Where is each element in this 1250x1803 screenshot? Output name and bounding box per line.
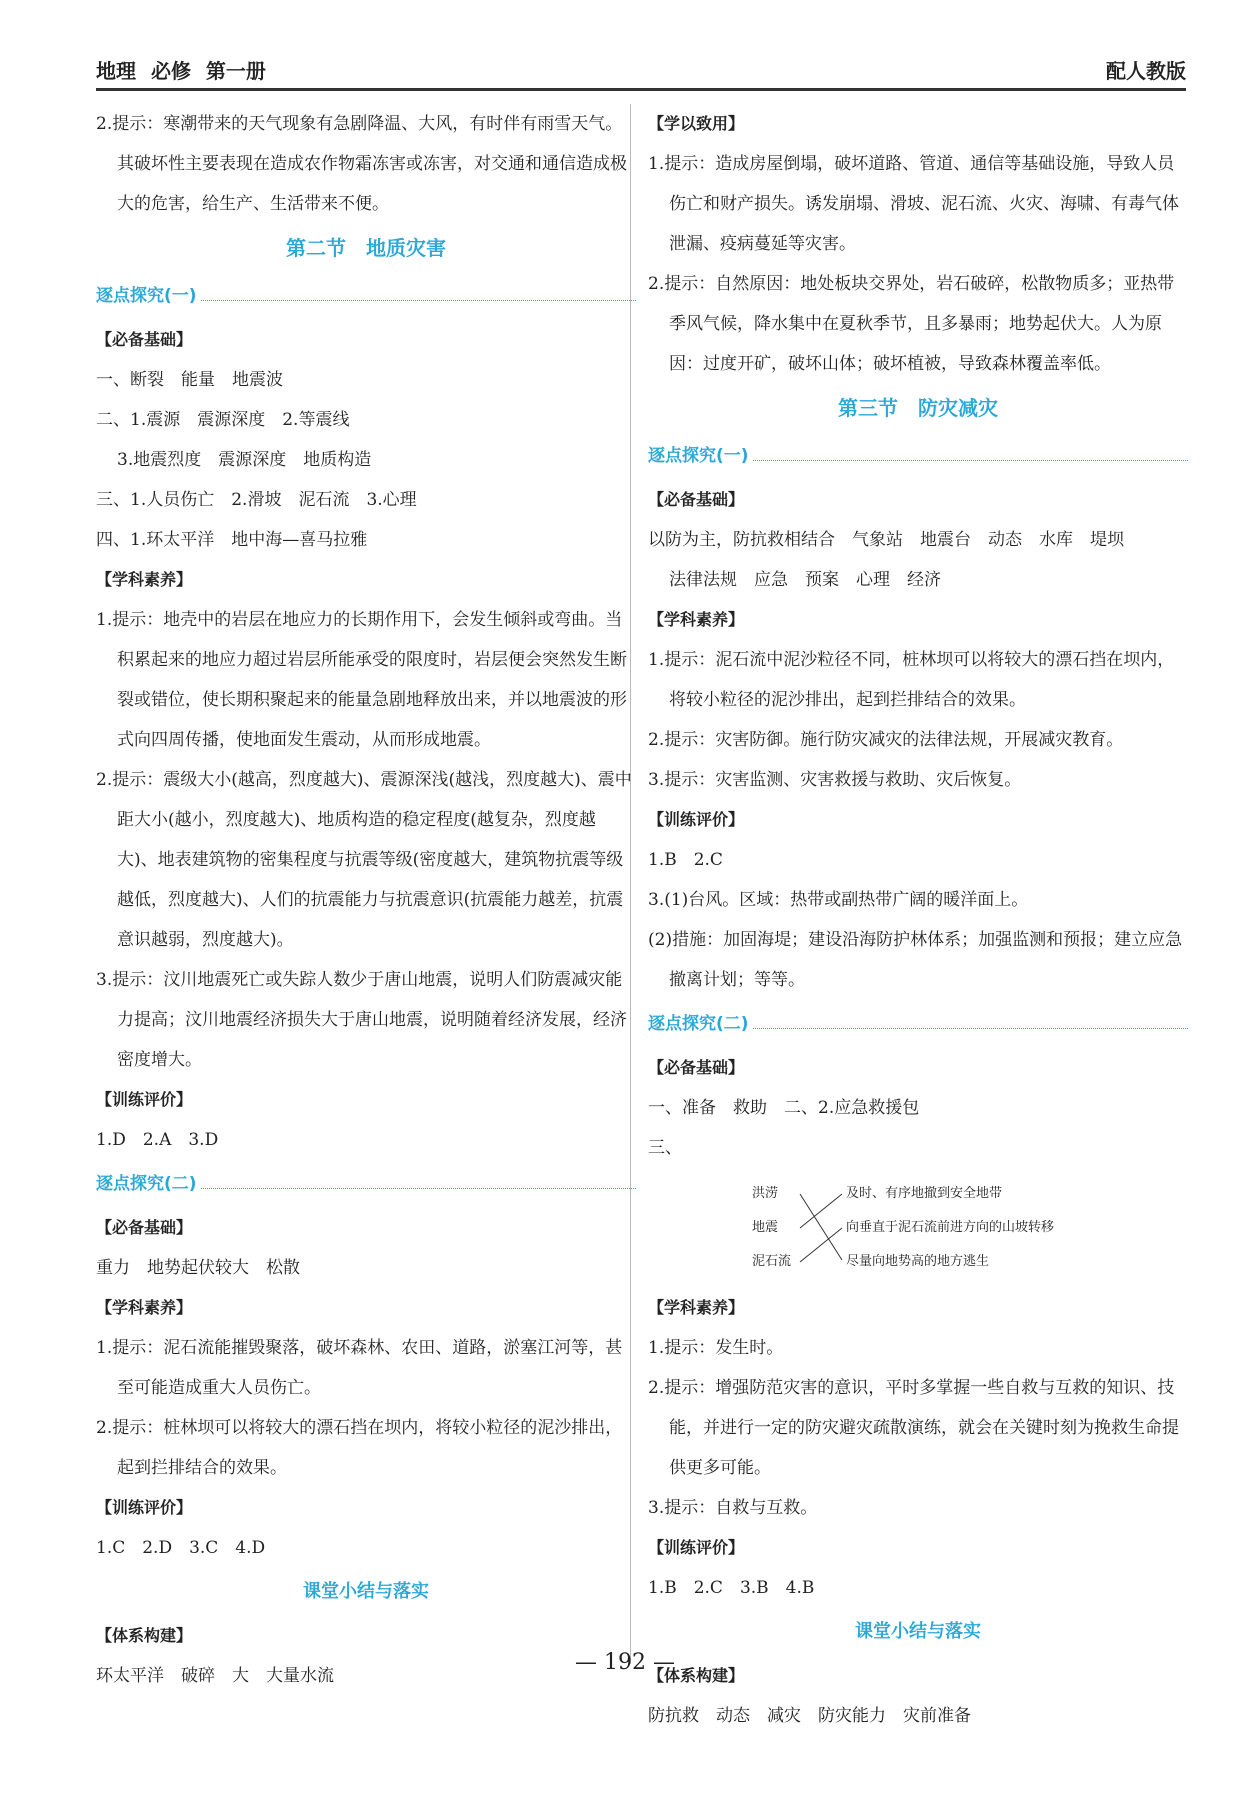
answer-line: 三、 [648,1138,682,1158]
section-title: 第二节 地质灾害 [286,236,446,260]
answer-line: 1.D 2.A 3.D [96,1130,219,1150]
answer-text: 2.提示：桩林坝可以将较大的漂石挡在坝内，将较小粒径的泥沙排出，起到拦排结合的效果。 [96,1418,623,1478]
answer-line: 3.提示：自救与互救。 [648,1498,818,1518]
answer-line: 二、1.震源 震源深度 2.等震线 [96,410,350,430]
bibei-tag: 【必备基础】 [96,1218,193,1237]
suyang-tag: 【学科素养】 [648,1298,745,1317]
answer-line: 防抗救 动态 减灾 防灾能力 灾前准备 [648,1706,971,1726]
pingjia-tag: 【训练评价】 [96,1090,193,1109]
answer-text: 3.提示：灾害监测、灾害救援与救助、灾后恢复。 [648,770,1022,790]
answer-text: 2.提示：寒潮带来的天气现象有急剧降温、大风，有时伴有雨雪天气。其破坏性主要表现在造成农作物霜冻害或冻害，对交通和通信造成极大的危害，给生产、生活带来不便。 [96,114,627,214]
bibei-tag: 【必备基础】 [96,330,193,349]
answer-line: 四、1.环太平洋 地中海—喜马拉雅 [96,530,368,550]
left-column [96,104,636,1696]
bibei-tag: 【必备基础】 [648,1058,745,1077]
section-title: 第三节 防灾减灾 [838,396,998,420]
answer-line: 一、断裂 能量 地震波 [96,370,283,390]
answer-text: 2.提示：震级大小(越高，烈度越大)、震源深浅(越浅，烈度越大)、震中距大小(越小，烈度越大)、地质构造的稳定程度(越复杂，烈度越大)、地表建筑物的密集程度与抗震等级(密度越大，建筑物抗震等级越低，烈度越大)、人们的抗震能力与抗震意识(抗震能力越差，抗震意识越弱，烈度越大)。 [96,770,632,950]
answer-text: 1.提示：泥石流中泥沙粒径不同，桩林坝可以将较大的漂石挡在坝内，将较小粒径的泥沙排出，起到拦排结合的效果。 [648,650,1175,710]
matching-lines [798,1174,848,1278]
pingjia-tag: 【训练评价】 [648,1538,745,1557]
diagram-left-item: 泥石流 [752,1254,792,1269]
subsection-heading: 逐点探究(二) [96,1164,636,1204]
pingjia-tag: 【训练评价】 [648,810,745,829]
answer-line: 1.提示：发生时。 [648,1338,784,1358]
answer-text: (2)措施：加固海堤；建设沿海防护林体系；加强监测和预报；建立应急撤离计划；等等。 [648,930,1183,990]
subsection-heading: 逐点探究(一) [96,276,636,316]
suyang-tag: 【学科素养】 [96,1298,193,1317]
answer-text: 1.提示：造成房屋倒塌，破坏道路、管道、通信等基础设施，导致人员伤亡和财产损失。诱发崩塌、滑坡、泥石流、火灾、海啸、有毒气体泄漏、疫病蔓延等灾害。 [648,154,1179,254]
subsection-heading: 逐点探究(一) [648,436,1188,476]
summary-title: 课堂小结与落实 [855,1621,981,1642]
diagram-right-item: 及时、有序地撤到安全地带 [846,1186,1003,1201]
answer-line: 法律法规 应急 预案 心理 经济 [669,570,941,590]
summary-title: 课堂小结与落实 [303,1581,429,1602]
matching-diagram [648,1174,1188,1278]
answer-line: 1.B 2.C 3.B 4.B [648,1578,815,1598]
diagram-left-item: 地震 [752,1220,779,1235]
page-number: — 192 — [575,1650,675,1675]
suyang-tag: 【学科素养】 [648,610,745,629]
answer-line: 以防为主，防抗救相结合 气象站 地震台 动态 水库 堤坝 [648,530,1124,550]
answer-line: 重力 地势起伏较大 松散 [96,1258,300,1278]
diagram-right-item: 向垂直于泥石流前进方向的山坡转移 [846,1220,1055,1235]
subsection-heading: 逐点探究(二) [648,1004,1188,1044]
tixi-tag: 【体系构建】 [96,1626,193,1645]
answer-text: 1.提示：地壳中的岩层在地应力的长期作用下，会发生倾斜或弯曲。当积累起来的地应力超过岩层所能承受的限度时，岩层便会突然发生断裂或错位，使长期积聚起来的能量急剧地释放出来，并以地震波的形式向四周传播，使地面发生震动，从而形成地震。 [96,610,627,750]
bibei-tag: 【必备基础】 [648,490,745,509]
diagram-left-item: 洪涝 [752,1186,779,1201]
answer-line: 3.(1)台风。区域：热带或副热带广阔的暖洋面上。 [648,890,1029,910]
answer-text: 3.提示：汶川地震死亡或失踪人数少于唐山地震，说明人们防震减灾能力提高；汶川地震经济损失大于唐山地震，说明随着经济发展，经济密度增大。 [96,970,627,1070]
answer-text: 2.提示：灾害防御。施行防灾减灾的法律法规，开展减灾教育。 [648,730,1124,750]
diagram-right-item: 尽量向地势高的地方逃生 [846,1254,990,1269]
tixi-tag: 【体系构建】 [648,1666,745,1685]
answer-text: 1.提示：泥石流能摧毁聚落，破坏森林、农田、道路，淤塞江河等，甚至可能造成重大人员伤亡。 [96,1338,623,1398]
book-title: 地理 必修 第一册 [96,59,266,83]
answer-line: 三、1.人员伤亡 2.滑坡 泥石流 3.心理 [96,490,417,510]
answer-line: 环太平洋 破碎 大 大量水流 [96,1666,334,1686]
answer-line: 1.C 2.D 3.C 4.D [96,1538,266,1558]
page-header [96,55,1186,89]
pingjia-tag: 【训练评价】 [96,1498,193,1517]
answer-line: 1.B 2.C [648,850,723,870]
answer-text: 2.提示：增强防范灾害的意识，平时多掌握一些自救与互救的知识、技能，并进行一定的防灾避灾疏散演练，就会在关键时刻为挽救生命提供更多可能。 [648,1378,1179,1478]
header-rule [96,88,1186,91]
suyang-tag: 【学科素养】 [96,570,193,589]
answer-line: 一、准备 救助 二、2.应急救援包 [648,1098,920,1118]
edition-label: 配人教版 [1106,59,1186,83]
answer-line: 3.地震烈度 震源深度 地质构造 [117,450,372,470]
right-column [648,104,1188,1736]
answer-text: 2.提示：自然原因：地处板块交界处，岩石破碎，松散物质多；亚热带季风气候，降水集中在夏秋季节，且多暴雨；地势起伏大。人为原因：过度开矿，破坏山体；破坏植被，导致森林覆盖率低。 [648,274,1175,374]
xueyi-tag: 【学以致用】 [648,114,745,133]
